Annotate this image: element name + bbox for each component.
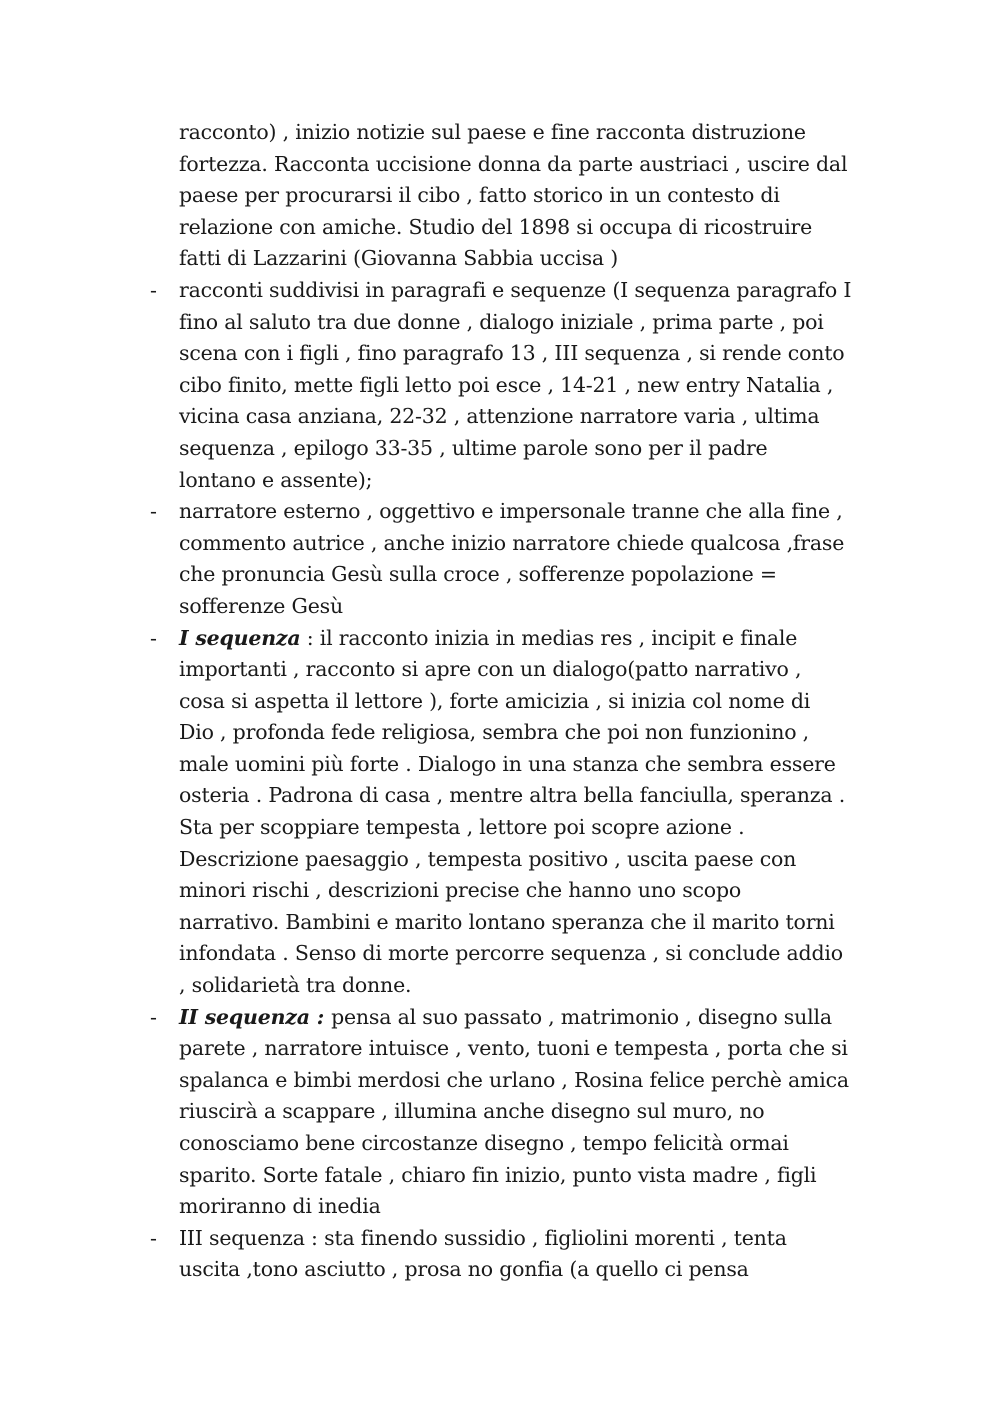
section-heading-ii-sequenza: II sequenza : xyxy=(179,1004,332,1029)
list-item-text: : il racconto inizia in medias res , incipit e finale importanti , racconto si apre con un dialogo(patto narrativo , cosa si aspetta il lettore ), forte amicizia , si inizia col nome di Dio , profonda fede religiosa, sembra che poi non funzionino , male uomini più forte . Dialogo in una stanza che sembra essere osteria . Padrona di casa , mentre altra bella fanciulla, speranza . Sta per scoppiare tempesta , lettore poi scopre azione . Descrizione paesaggio , tempesta positivo , uscita paese con minori rischi , descrizioni precise che hanno uno scopo narrativo. Bambini e marito lontano speranza che il marito torni infondata . Senso di morte percorre sequenza , si conclude addio , solidarietà tra donne. xyxy=(179,625,846,998)
list-item xyxy=(150,275,899,496)
bullet-marker: - xyxy=(150,1004,157,1029)
bullet-marker: - xyxy=(150,625,157,650)
page-content xyxy=(150,117,899,1286)
bullet-marker: - xyxy=(150,277,157,302)
bullet-list xyxy=(150,275,899,1286)
list-item xyxy=(150,623,899,1002)
lead-paragraph: racconto) , inizio notizie sul paese e fine racconta distruzione fortezza. Racconta uccisione donna da parte austriaci , uscire dal paese per procurarsi il cibo , fatto storico in un contesto di relazione con amiche. Studio del 1898 si occupa di ricostruire fatti di Lazzarini (Giovanna Sabbia uccisa ) xyxy=(179,120,848,271)
list-item-text: III sequenza : sta finendo sussidio , figliolini morenti , tenta uscita ,tono asciutto , prosa no gonfia (a quello ci pensa xyxy=(179,1225,787,1282)
list-item-text: racconti suddivisi in paragrafi e sequenze (I sequenza paragrafo I fino al saluto tra due donne , dialogo iniziale , prima parte , poi scena con i figli , fino paragrafo 13 , III sequenza , si rende conto cibo finito, mette figli letto poi esce , 14-21 , new entry Natalia , vicina casa anziana, 22-32 , attenzione narratore varia , ultima sequenza , epilogo 33-35 , ultime parole sono per il padre lontano e assente); xyxy=(179,277,852,492)
bullet-marker: - xyxy=(150,499,157,524)
list-item-text: narratore esterno , oggettivo e impersonale tranne che alla fine , commento autrice , anche inizio narratore chiede qualcosa ,frase che pronuncia Gesù sulla croce , sofferenze popolazione = sofferenze Gesù xyxy=(179,499,845,618)
section-heading-i-sequenza: I sequenza xyxy=(179,625,301,650)
list-item-text: pensa al suo passato , matrimonio , disegno sulla parete , narratore intuisce , vento, tuoni e tempesta , porta che si spalanca e bimbi merdosi che urlano , Rosina felice perchè amica riuscirà a scappare , illumina anche disegno sul muro, no conosciamo bene circostanze disegno , tempo felicità ormai sparito. Sorte fatale , chiaro fin inizio, punto vista madre , figli moriranno di inedia xyxy=(179,1004,849,1219)
list-item xyxy=(150,1002,899,1223)
bullet-marker: - xyxy=(150,1225,157,1250)
list-item xyxy=(150,1223,899,1286)
list-item xyxy=(150,496,899,622)
